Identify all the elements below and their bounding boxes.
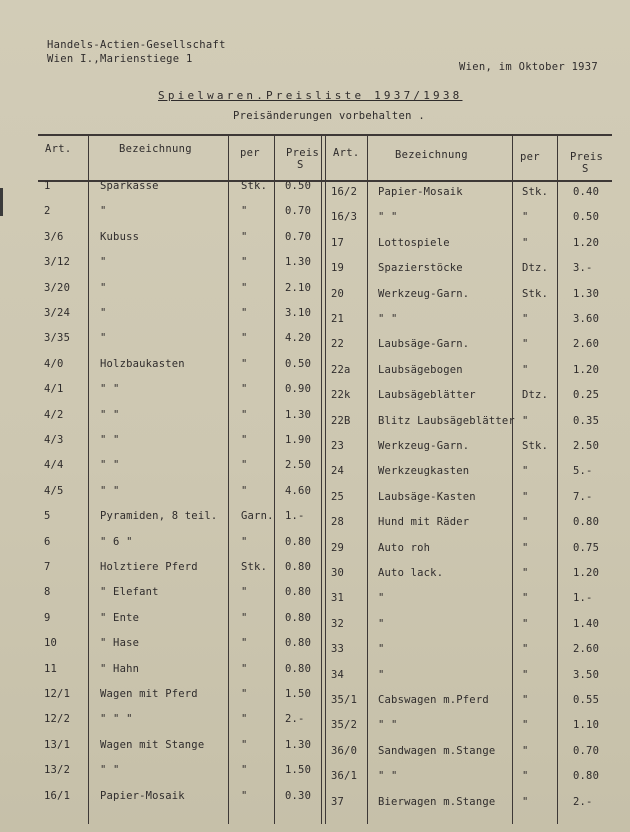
item-description: " (378, 592, 385, 604)
unit: " (522, 719, 529, 731)
unit: " (522, 592, 529, 604)
col-header-bezeichnung: Bezeichnung (395, 149, 468, 161)
art-number: 17 (331, 237, 345, 249)
unit: " (522, 796, 529, 808)
price: 1.90 (285, 434, 312, 446)
art-number: 16/1 (44, 790, 71, 802)
unit: " (241, 231, 248, 243)
price: 0.70 (285, 231, 312, 243)
art-number: 3/6 (44, 231, 64, 243)
price: 1.- (573, 592, 593, 604)
item-description: Papier-Mosaik (100, 790, 185, 802)
unit: Dtz. (522, 262, 549, 274)
unit: Stk. (522, 288, 549, 300)
unit: Stk. (522, 440, 549, 452)
unit: " (241, 663, 248, 675)
col-header-per: per (520, 151, 540, 163)
price: 1.30 (285, 739, 312, 751)
unit: " (522, 237, 529, 249)
page-title: Spielwaren.Preisliste 1937/1938 (158, 89, 463, 102)
item-description: " " (100, 485, 120, 497)
art-number: 25 (331, 491, 345, 503)
item-description: " (378, 643, 385, 655)
price: 1.10 (573, 719, 600, 731)
item-description: " " " (100, 713, 133, 725)
art-number: 10 (44, 637, 58, 649)
price: 2.50 (573, 440, 600, 452)
art-number: 5 (44, 510, 51, 522)
unit: " (522, 643, 529, 655)
unit: " (241, 459, 248, 471)
item-description: Bierwagen m.Stange (378, 796, 496, 808)
item-description: Werkzeug-Garn. (378, 288, 470, 300)
item-description: Sandwagen m.Stange (378, 745, 496, 757)
column-divider (325, 134, 326, 824)
art-number: 22k (331, 389, 351, 401)
price: 2.60 (573, 338, 600, 350)
unit: " (241, 713, 248, 725)
art-number: 12/1 (44, 688, 71, 700)
price: 0.80 (285, 637, 312, 649)
unit: " (522, 338, 529, 350)
price: 3.- (573, 262, 593, 274)
art-number: 3/35 (44, 332, 71, 344)
price: 1.40 (573, 618, 600, 630)
price: 1.30 (285, 409, 312, 421)
item-description: Papier-Mosaik (378, 186, 463, 198)
price: 2.50 (285, 459, 312, 471)
price: 1.- (285, 510, 305, 522)
item-description: Laubsäge-Kasten (378, 491, 476, 503)
column-divider (367, 134, 368, 824)
unit: " (522, 745, 529, 757)
price: 1.20 (573, 567, 600, 579)
art-number: 36/1 (331, 770, 358, 782)
item-description: Auto roh (378, 542, 431, 554)
item-description: " " (378, 770, 398, 782)
unit: " (522, 465, 529, 477)
art-number: 34 (331, 669, 345, 681)
unit: " (522, 694, 529, 706)
art-number: 2 (44, 205, 51, 217)
item-description: " (100, 256, 107, 268)
art-number: 11 (44, 663, 58, 675)
unit: " (522, 542, 529, 554)
item-description: Werkzeug-Garn. (378, 440, 470, 452)
company-name: Handels-Actien-Gesellschaft (47, 39, 226, 51)
item-description: " Elefant (100, 586, 159, 598)
item-description: " Hase (100, 637, 140, 649)
art-number: 28 (331, 516, 345, 528)
art-number: 9 (44, 612, 51, 624)
price: 3.50 (573, 669, 600, 681)
col-header-preis-unit: S (297, 159, 304, 171)
item-description: " " (100, 434, 120, 446)
unit: " (522, 618, 529, 630)
art-number: 35/1 (331, 694, 358, 706)
unit: " (522, 313, 529, 325)
price: 0.70 (573, 745, 600, 757)
item-description: " (100, 205, 107, 217)
unit: " (241, 409, 248, 421)
art-number: 4/4 (44, 459, 64, 471)
art-number: 22a (331, 364, 351, 376)
column-divider (557, 134, 558, 824)
unit: Dtz. (522, 389, 549, 401)
item-description: " " (378, 313, 398, 325)
item-description: " " (100, 409, 120, 421)
column-divider (512, 134, 513, 824)
unit: " (241, 536, 248, 548)
item-description: " " (378, 211, 398, 223)
item-description: Spazierstöcke (378, 262, 463, 274)
item-description: " Ente (100, 612, 140, 624)
price: 3.60 (573, 313, 600, 325)
art-number: 35/2 (331, 719, 358, 731)
unit: " (522, 491, 529, 503)
item-description: Wagen mit Pferd (100, 688, 198, 700)
price: 2.- (573, 796, 593, 808)
art-number: 21 (331, 313, 345, 325)
unit: " (241, 434, 248, 446)
price: 0.30 (285, 790, 312, 802)
art-number: 3/24 (44, 307, 71, 319)
unit: Stk. (241, 180, 268, 192)
item-description: " " (378, 719, 398, 731)
item-description: " " (100, 764, 120, 776)
item-description: Laubsäge-Garn. (378, 338, 470, 350)
dateline: Wien, im Oktober 1937 (459, 61, 599, 73)
item-description: Auto lack. (378, 567, 444, 579)
unit: " (522, 415, 529, 427)
art-number: 8 (44, 586, 51, 598)
art-number: 13/2 (44, 764, 71, 776)
unit: " (241, 637, 248, 649)
item-description: " " (100, 383, 120, 395)
item-description: Hund mit Räder (378, 516, 470, 528)
unit: " (241, 256, 248, 268)
col-header-preis-unit: S (582, 163, 589, 175)
price: 7.- (573, 491, 593, 503)
art-number: 3/20 (44, 282, 71, 294)
art-number: 3/12 (44, 256, 71, 268)
art-number: 16/3 (331, 211, 358, 223)
price: 0.35 (573, 415, 600, 427)
price: 4.20 (285, 332, 312, 344)
price: 0.50 (285, 180, 312, 192)
item-description: Lottospiele (378, 237, 450, 249)
price: 1.30 (285, 256, 312, 268)
binder-mark (0, 188, 3, 216)
price: 0.80 (285, 586, 312, 598)
subtitle: Preisänderungen vorbehalten . (233, 110, 426, 122)
column-divider (321, 134, 322, 824)
company-address: Wien I.,Marienstiege 1 (47, 53, 193, 65)
item-description: " (378, 618, 385, 630)
unit: " (241, 485, 248, 497)
art-number: 4/2 (44, 409, 64, 421)
column-divider (228, 134, 229, 824)
item-description: " " (100, 459, 120, 471)
price: 1.30 (573, 288, 600, 300)
unit: " (522, 567, 529, 579)
price: 0.25 (573, 389, 600, 401)
art-number: 22B (331, 415, 351, 427)
col-header-per: per (240, 147, 260, 159)
unit: " (522, 770, 529, 782)
column-divider (88, 134, 89, 824)
col-header-art: Art. (45, 143, 72, 155)
col-header-bezeichnung: Bezeichnung (119, 143, 192, 155)
unit: " (241, 332, 248, 344)
unit: Stk. (241, 561, 268, 573)
price: 5.- (573, 465, 593, 477)
unit: " (241, 764, 248, 776)
unit: " (241, 383, 248, 395)
price: 0.80 (285, 536, 312, 548)
art-number: 6 (44, 536, 51, 548)
item-description: " 6 " (100, 536, 133, 548)
price: 0.70 (285, 205, 312, 217)
item-description: Laubsägeblätter (378, 389, 476, 401)
item-description: Holzbaukasten (100, 358, 185, 370)
item-description: " Hahn (100, 663, 140, 675)
col-header-art: Art. (333, 147, 360, 159)
price: 2.60 (573, 643, 600, 655)
price: 1.20 (573, 364, 600, 376)
art-number: 36/0 (331, 745, 358, 757)
item-description: Holztiere Pferd (100, 561, 198, 573)
price: 1.50 (285, 764, 312, 776)
item-description: Sparkasse (100, 180, 159, 192)
item-description: Pyramiden, 8 teil. (100, 510, 218, 522)
unit: Stk. (522, 186, 549, 198)
art-number: 4/3 (44, 434, 64, 446)
item-description: " (100, 282, 107, 294)
price: 0.80 (285, 612, 312, 624)
col-header-preis: Preis (570, 151, 604, 163)
art-number: 12/2 (44, 713, 71, 725)
unit: " (241, 739, 248, 751)
unit: " (241, 282, 248, 294)
art-number: 23 (331, 440, 345, 452)
price: 0.80 (285, 561, 312, 573)
unit: " (241, 688, 248, 700)
unit: " (241, 790, 248, 802)
unit: " (522, 516, 529, 528)
art-number: 24 (331, 465, 345, 477)
col-header-preis: Preis (286, 147, 320, 159)
art-number: 31 (331, 592, 345, 604)
price: 2.10 (285, 282, 312, 294)
unit: Garn. (241, 510, 274, 522)
item-description: Werkzeugkasten (378, 465, 470, 477)
unit: " (241, 205, 248, 217)
price: 0.55 (573, 694, 600, 706)
item-description: " (100, 332, 107, 344)
item-description: " (378, 669, 385, 681)
price: 0.50 (285, 358, 312, 370)
item-description: " (100, 307, 107, 319)
art-number: 13/1 (44, 739, 71, 751)
art-number: 20 (331, 288, 345, 300)
unit: " (522, 211, 529, 223)
item-description: Laubsägebogen (378, 364, 463, 376)
art-number: 37 (331, 796, 345, 808)
column-divider (274, 134, 275, 824)
price: 0.90 (285, 383, 312, 395)
price: 0.80 (573, 516, 600, 528)
art-number: 4/5 (44, 485, 64, 497)
art-number: 4/1 (44, 383, 64, 395)
price: 1.20 (573, 237, 600, 249)
item-description: Cabswagen m.Pferd (378, 694, 489, 706)
unit: " (522, 364, 529, 376)
unit: " (241, 307, 248, 319)
art-number: 7 (44, 561, 51, 573)
price: 4.60 (285, 485, 312, 497)
unit: " (241, 586, 248, 598)
price: 2.- (285, 713, 305, 725)
art-number: 29 (331, 542, 345, 554)
art-number: 33 (331, 643, 345, 655)
unit: " (241, 612, 248, 624)
item-description: Wagen mit Stange (100, 739, 205, 751)
unit: " (522, 669, 529, 681)
art-number: 1 (44, 180, 51, 192)
art-number: 22 (331, 338, 345, 350)
price: 1.50 (285, 688, 312, 700)
price: 0.40 (573, 186, 600, 198)
price: 0.80 (573, 770, 600, 782)
art-number: 4/0 (44, 358, 64, 370)
price: 0.80 (285, 663, 312, 675)
art-number: 30 (331, 567, 345, 579)
item-description: Kubuss (100, 231, 140, 243)
art-number: 16/2 (331, 186, 358, 198)
price: 0.50 (573, 211, 600, 223)
art-number: 19 (331, 262, 345, 274)
price: 0.75 (573, 542, 600, 554)
item-description: Blitz Laubsägeblätter (378, 415, 515, 427)
unit: " (241, 358, 248, 370)
price: 3.10 (285, 307, 312, 319)
art-number: 32 (331, 618, 345, 630)
